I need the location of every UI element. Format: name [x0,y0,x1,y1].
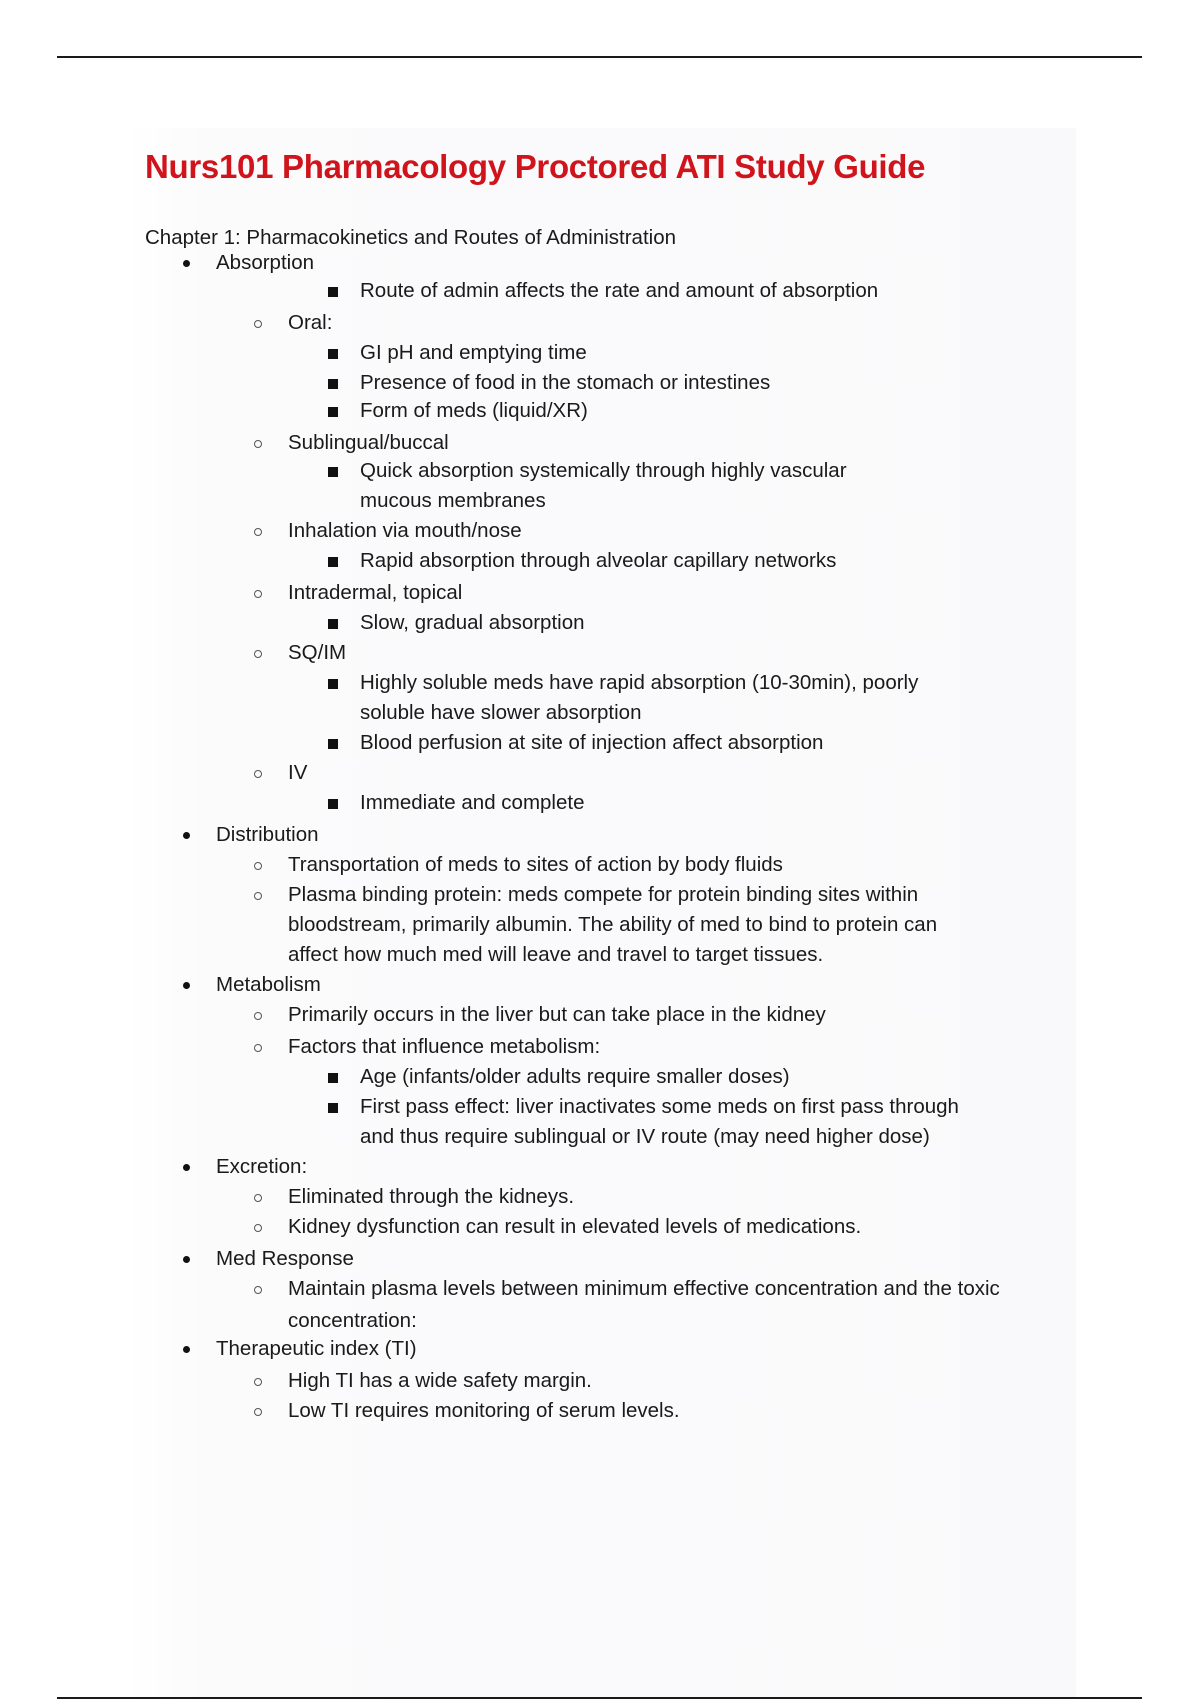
square-bullet-icon [328,467,338,477]
outline-item-level-1: Metabolism [216,973,321,996]
circle-bullet-icon [254,320,262,328]
outline-item-level-2: Transportation of meds to sites of action by body fluids [288,853,783,876]
outline-item-level-3: Quick absorption systemically through highly vascular [360,459,847,482]
circle-bullet-icon [254,1044,262,1052]
circle-bullet-icon [254,1378,262,1386]
outline-item-level-3: Presence of food in the stomach or intestines [360,371,771,394]
bottom-rule [57,1697,1142,1699]
square-bullet-icon [328,1073,338,1083]
square-bullet-icon [328,619,338,629]
outline-item-level-3: First pass effect: liver inactivates some meds on first pass through [360,1095,959,1118]
outline-item-level-2: Inhalation via mouth/nose [288,519,522,542]
outline-item-level-2: Plasma binding protein: meds compete for protein binding sites within [288,883,919,906]
square-bullet-icon [328,679,338,689]
outline-item-level-5: concentration: [288,1309,417,1332]
square-bullet-icon [328,287,338,297]
disc-bullet-icon [183,832,190,839]
outline-item-level-3: Age (infants/older adults require smaller doses) [360,1065,790,1088]
circle-bullet-icon [254,590,262,598]
disc-bullet-icon [183,1256,190,1263]
outline-item-level-1: Therapeutic index (TI) [216,1337,417,1360]
square-bullet-icon [328,349,338,359]
outline-item-level-1: Absorption [216,251,315,274]
outline-item-level-2: SQ/IM [288,641,347,664]
outline-item-level-1: Med Response [216,1247,354,1270]
disc-bullet-icon [183,982,190,989]
outline-item-level-1: Distribution [216,823,319,846]
outline-item-level-3: Route of admin affects the rate and amount of absorption [360,279,879,302]
disc-bullet-icon [183,1164,190,1171]
outline-item-level-4: mucous membranes [360,489,546,512]
outline-item-level-2: Oral: [288,311,333,334]
circle-bullet-icon [254,1408,262,1416]
outline-item-level-4: and thus require sublingual or IV route (may need higher dose) [360,1125,930,1148]
outline-item-level-3: Blood perfusion at site of injection affect absorption [360,731,824,754]
circle-bullet-icon [254,862,262,870]
circle-bullet-icon [254,1012,262,1020]
outline-item-level-2: Primarily occurs in the liver but can take place in the kidney [288,1003,826,1026]
circle-bullet-icon [254,1224,262,1232]
outline-item-level-3: GI pH and emptying time [360,341,587,364]
outline-item-level-2: High TI has a wide safety margin. [288,1369,592,1392]
disc-bullet-icon [183,260,190,267]
outline-item-level-5: affect how much med will leave and travel to target tissues. [288,943,824,966]
outline-item-level-4: soluble have slower absorption [360,701,642,724]
square-bullet-icon [328,799,338,809]
outline-item-level-2: Sublingual/buccal [288,431,449,454]
circle-bullet-icon [254,440,262,448]
outline-item-level-2: Factors that influence metabolism: [288,1035,601,1058]
circle-bullet-icon [254,650,262,658]
outline-item-level-5: bloodstream, primarily albumin. The ability of med to bind to protein can [288,913,938,936]
outline-item-level-1: Excretion: [216,1155,308,1178]
outline-item-level-2: Eliminated through the kidneys. [288,1185,575,1208]
square-bullet-icon [328,379,338,389]
square-bullet-icon [328,557,338,567]
square-bullet-icon [328,739,338,749]
outline-item-level-2: IV [288,761,308,784]
disc-bullet-icon [183,1346,190,1353]
chapter-heading: Chapter 1: Pharmacokinetics and Routes of Administration [145,226,676,249]
outline-item-level-3: Immediate and complete [360,791,585,814]
square-bullet-icon [328,407,338,417]
circle-bullet-icon [254,770,262,778]
outline-item-level-2: Intradermal, topical [288,581,463,604]
outline-item-level-2: Low TI requires monitoring of serum levels. [288,1399,680,1422]
document-title: Nurs101 Pharmacology Proctored ATI Study Guide [145,148,926,185]
outline-item-level-3: Form of meds (liquid/XR) [360,399,588,422]
square-bullet-icon [328,1103,338,1113]
outline-item-level-3: Rapid absorption through alveolar capillary networks [360,549,837,572]
circle-bullet-icon [254,1194,262,1202]
circle-bullet-icon [254,892,262,900]
outline-item-level-2: Kidney dysfunction can result in elevated levels of medications. [288,1215,862,1238]
top-rule [57,56,1142,58]
circle-bullet-icon [254,1286,262,1294]
outline-item-level-2: Maintain plasma levels between minimum effective concentration and the toxic [288,1277,1000,1300]
circle-bullet-icon [254,528,262,536]
outline-item-level-3: Slow, gradual absorption [360,611,585,634]
outline-item-level-3: Highly soluble meds have rapid absorption (10-30min), poorly [360,671,919,694]
